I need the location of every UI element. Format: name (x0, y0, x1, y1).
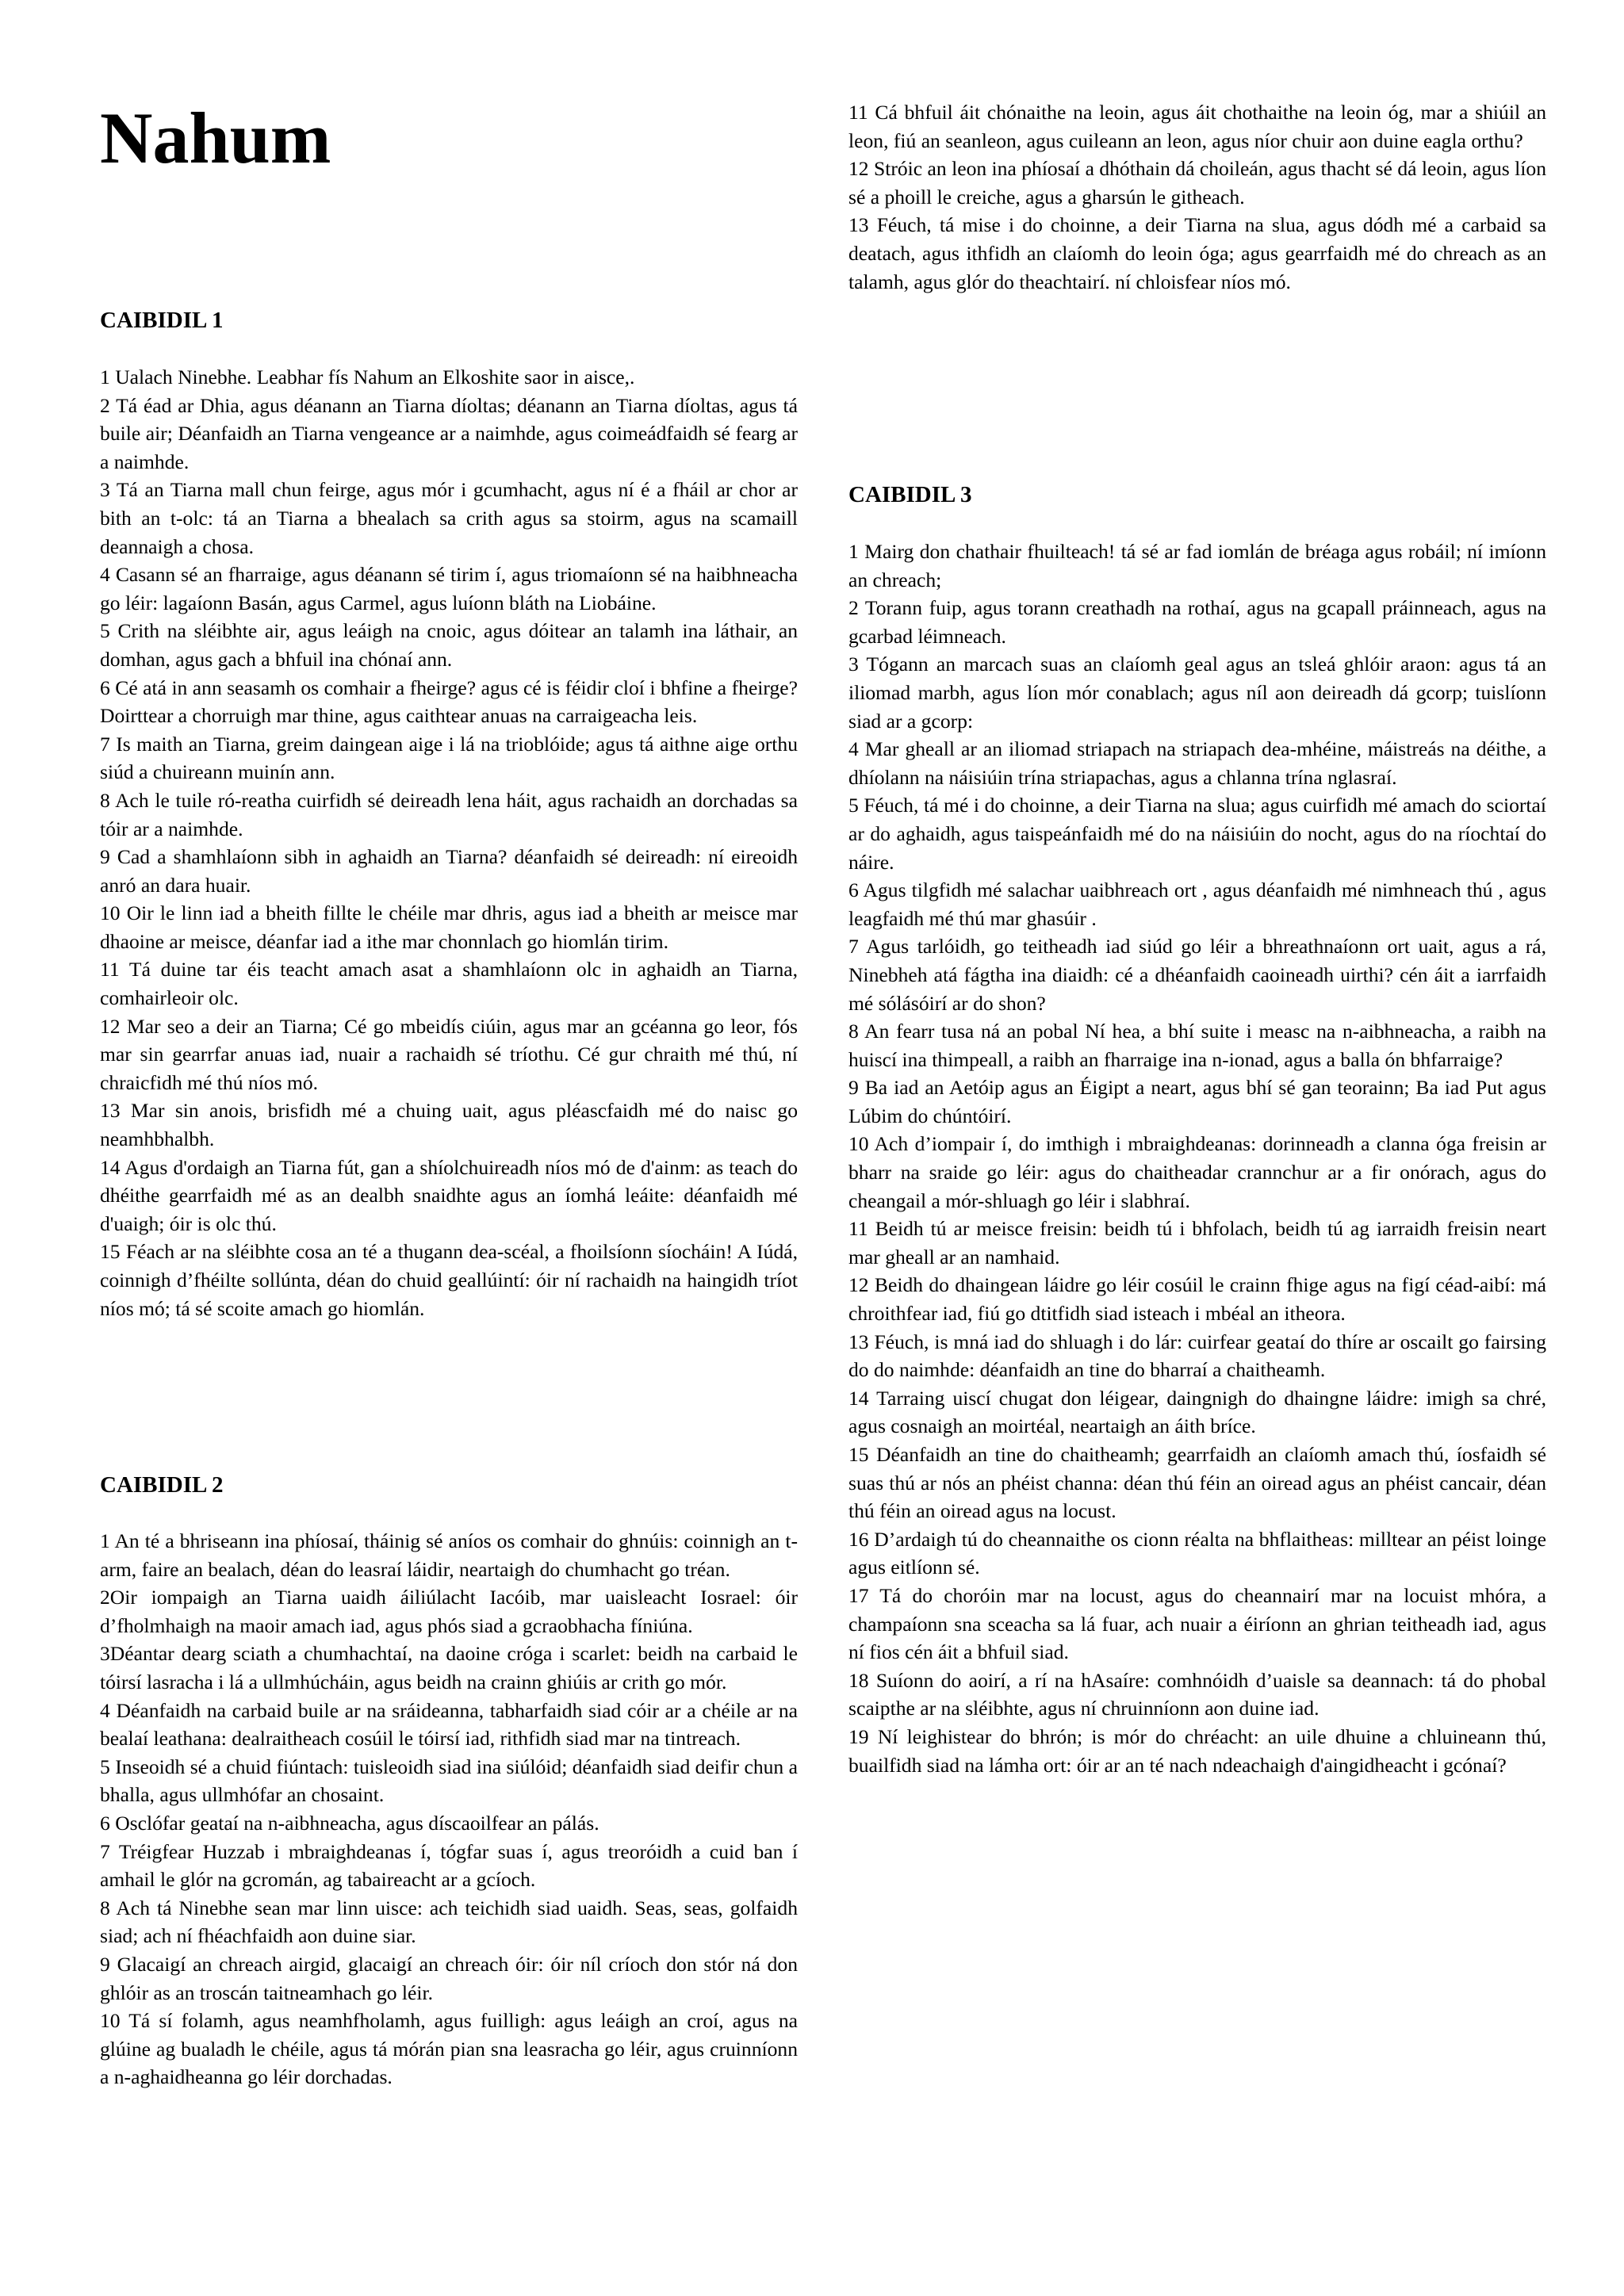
verse: 2 Tá éad ar Dhia, agus déanann an Tiarna díoltas; déanann an Tiarna díoltas, agus tá buile air; Déanfaidh an Tiarna vengeance ar a naimhde, agus coimeádfaidh sé fearg ar a naimhde. (100, 393, 798, 473)
verse: 11 Beidh tú ar meisce freisin: beidh tú i bhfolach, beidh tú ag iarraidh freisin neart mar gheall ar an namhaid. (848, 1217, 1546, 1269)
verse: 11 Cá bhfuil áit chónaithe na leoin, agus áit chothaithe na leoin óg, mar a shiúil an leon, fiú an seanleon, agus cuileann an leon, agus níor chuir aon duine eagla orthu? (848, 101, 1546, 152)
verse: 2Oir iompaigh an Tiarna uaidh áiliúlacht Iacóib, mar uaisleacht Iosrael: óir d’fholmhaigh na maoir amach iad, agus phós siad a gcraobhacha fíniúna. (100, 1586, 798, 1637)
verse: 4 Déanfaidh na carbaid buile ar na sráideanna, tabharfaidh siad cóir ar a chéile ar na bealaí leathana: dealraitheach cosúil le tóirsí iad, rithfidh siad mar na tintreach. (100, 1698, 798, 1751)
verse: 4 Mar gheall ar an iliomad striapach na striapach dea-mhéine, máistreás na déithe, a dhíolann na náisiúin trína striapachas, agus a chlanna trína nglasraí. (848, 737, 1546, 789)
verse: 19 Ní leighistear do bhrón; is mór do chréacht: an uile dhuine a chluineann thú, buailfidh siad na lámha ort: óir ar an té nach ndeachaigh d'aingidheacht i gcónaí? (848, 1724, 1546, 1777)
verse: 1 Mairg don chathair fhuilteach! tá sé ar fad iomlán de bréaga agus robáil; ní imíonn an chreach; (848, 540, 1546, 591)
verse: 12 Mar seo a deir an Tiarna; Cé go mbeidís ciúin, agus mar an gcéanna go leor, fós mar sin gearrfar anuas iad, nuair a rachaidh sé tríothu. Cé gur chraith mé thú, ní chraicfidh mé thú níos mó. (100, 1014, 798, 1094)
verse: 13 Féuch, is mná iad do shluagh i do lár: cuirfear geataí do thíre ar oscailt go fairsing do do naimhde: déanfaidh an tine do bharraí a chaitheamh. (848, 1330, 1546, 1382)
verse: 12 Stróic an leon ina phíosaí a dhóthain dá choileán, agus thacht sé dá leoin, agus líon sé a phoill le creiche, agus a gharsún le githeach. (848, 157, 1546, 209)
verse: 1 Ualach Ninebhe. Leabhar fís Nahum an Elkoshite saor in aisce,. (100, 365, 635, 388)
verse: 14 Agus d'ordaigh an Tiarna fút, gan a shíolchuireadh níos mó de d'ainm: as teach do dhéithe gearrfaidh mé as an dealbh snaidhte agus an íomhá leáite: déanfaidh mé d'uaigh; óir is olc thú. (100, 1155, 798, 1235)
verse: 9 Glacaigí an chreach airgid, glacaigí an chreach óir: óir níl críoch don stór ná don ghlóir as an troscán taitneamhach go léir. (100, 1952, 798, 2004)
verse: 10 Ach d’iompair í, do imthigh i mbraighdeanas: dorinneadh a clanna óga freisin ar bharr na sraide go léir: agus do chaitheadar crannchur ar a fir onórach, agus do cheangail a mór-shluagh go léir i slabhraí. (848, 1132, 1546, 1212)
verse: 8 Ach le tuile ró-reatha cuirfidh sé deireadh lena háit, agus rachaidh an dorchadas sa tóir ar a naimhde. (100, 788, 798, 840)
verse: 5 Féuch, tá mé i do choinne, a deir Tiarna na slua; agus cuirfidh mé amach do sciortaí ar do aghaidh, agus taispeánfaidh mé do na náisiúin do nocht, agus do na ríochtaí do náire. (848, 794, 1546, 874)
chapter-3-verses (848, 538, 1546, 1779)
verse: 15 Féach ar na sléibhte cosa an té a thugann dea-scéal, a fhoilsíonn síocháin! A Iúdá, coinnigh d’fhéilte sollúnta, déan do chuid geallúintí: óir ní rachaidh na haingidh tríot níos mó; tá sé scoite amach go hiomlán. (100, 1240, 798, 1320)
verse: 4 Casann sé an fharraige, agus déanann sé tirim í, agus triomaíonn sé na haibhneacha go léir: lagaíonn Basán, agus Carmel, agus luíonn bláth na Liobáine. (100, 563, 798, 614)
verse: 11 Tá duine tar éis teacht amach asat a shamhlaíonn olc in aghaidh an Tiarna, comhairleoir olc. (100, 958, 798, 1010)
verse: 2 Torann fuip, agus torann creathadh na rothaí, agus na gcapall práinneach, agus na gcarbad léimneach. (848, 596, 1546, 648)
chapter-2-verses-continued (848, 98, 1546, 296)
verse: 5 Inseoidh sé a chuid fiúntach: tuisleoidh siad ina siúlóid; déanfaidh siad deifir chun a bhalla, agus ullmhófar an chosaint. (100, 1755, 798, 1807)
verse: 18 Suíonn do aoirí, a rí na hAsaíre: comhnóidh d’uaisle sa deannach: tá do phobal scaipthe ar na sléibhte, agus ní chruinníonn aon duine iad. (848, 1668, 1546, 1720)
verse: 13 Mar sin anois, brisfidh mé a chuing uait, agus pléascfaidh mé do naisc go neamhbhalbh. (100, 1099, 798, 1151)
verse: 10 Oir le linn iad a bheith fillte le chéile mar dhris, agus iad a bheith ar meisce mar dhaoine ar meisce, déanfar iad a ithe mar chonnlach go hiomlán tirim. (100, 901, 798, 953)
verse: 7 Is maith an Tiarna, greim daingean aige i lá na trioblóide; agus tá aithne aige orthu siúd a chuireann muinín ann. (100, 732, 798, 784)
verse: 8 Ach tá Ninebhe sean mar linn uisce: ach teichidh siad uaidh. Seas, seas, golfaidh siad; ach ní fhéachfaidh aon duine siar. (100, 1896, 798, 1948)
chapter-1-verses (100, 363, 798, 1322)
verse: 7 Agus tarlóidh, go teitheadh iad siúd go léir a bhreathnaíonn ort uait, agus a rá, Ninebheh atá fágtha ina diaidh: cé a dhéanfaidh caoineadh uirthi? cén áit a iarrfaidh mé sólásóirí ar do shon? (848, 935, 1546, 1015)
verse: 7 Tréigfear Huzzab i mbraighdeanas í, tógfar suas í, agus treoróidh a cuid ban í amhail le glór na gcromán, ag tabaireacht ar a gcíoch. (100, 1839, 798, 1892)
verse: 9 Cad a shamhlaíonn sibh in aghaidh an Tiarna? déanfaidh sé deireadh: ní eireoidh anró an dara huair. (100, 845, 798, 897)
verse: 6 Cé atá in ann seasamh os comhair a fheirge? agus cé is féidir cloí i bhfine a fheirge? Doirttear a chorruigh mar thine, agus caithtear anuas na carraigeacha leis. (100, 675, 798, 728)
verse: 1 An té a bhriseann ina phíosaí, tháinig sé aníos os comhair do ghnúis: coinnigh an t-arm, faire an bealach, déan do leasraí láidir, neartaigh do chumhacht go tréan. (100, 1529, 798, 1581)
verse: 3Déantar dearg sciath a chumhachtaí, na daoine cróga i scarlet: beidh na carbaid le tóirsí lasracha i lá a ullmhúcháin, agus beidh na crainn ghiúis ar crith go mór. (100, 1642, 798, 1693)
verse: 10 Tá sí folamh, agus neamhfholamh, agus fuilligh: agus leáigh an croí, agus na glúine ag bualadh le chéile, agus tá mórán pian sna leasracha go léir, agus cruinníonn a n-aghaidheanna go léir dorchadas. (100, 2009, 798, 2089)
verse: 13 Féuch, tá mise i do choinne, a deir Tiarna na slua, agus dódh mé a carbaid sa deatach, agus ithfidh an claíomh do leoin óga; agus gearrfaidh mé do chreach as an talamh, agus glór do theachtairí. ní chloisfear níos mó. (848, 213, 1546, 293)
verse: 6 Osclófar geataí na n-aibhneacha, agus díscaoilfear an pálás. (100, 1811, 599, 1835)
verse: 16 D’ardaigh tú do cheannaithe os cionn réalta na bhflaitheas: milltear an péist loinge agus eitlíonn sé. (848, 1527, 1546, 1579)
chapter-3-heading: CAIBIDIL 3 (848, 482, 972, 507)
verse: 8 An fearr tusa ná an pobal Ní hea, a bhí suite i measc na n-aibhneacha, a raibh na huiscí ina thimpeall, a raibh an fharraige ina n-ionad, agus a balla ón bhfarraige? (848, 1020, 1546, 1071)
book-title: Nahum (100, 98, 331, 178)
verse: 3 Tá an Tiarna mall chun feirge, agus mór i gcumhacht, agus ní é a fháil ar chor ar bith an t-olc: tá an Tiarna a bhealach sa crith agus sa stoirm, agus na scamaill deannaigh a chosa. (100, 478, 798, 558)
verse: 14 Tarraing uiscí chugat don léigear, daingnigh do dhaingne láidre: imigh sa chré, agus cosnaigh an moirtéal, neartaigh an áith bríce. (848, 1386, 1546, 1438)
verse: 12 Beidh do dhaingean láidre go léir cosúil le crainn fhige agus na figí céad-aibí: má chroithfear iad, fiú go dtitfidh siad isteach i mbéal an itheora. (848, 1273, 1546, 1326)
verse: 5 Crith na sléibhte air, agus leáigh na cnoic, agus dóitear an talamh ina láthair, an domhan, agus gach a bhfuil ina chónaí ann. (100, 619, 798, 671)
verse: 15 Déanfaidh an tine do chaitheamh; gearrfaidh an claíomh amach thú, íosfaidh sé suas thú ar nós an phéist channa: déan thú féin an oiread agus an phéist cancair, déan thú féin an oiread agus na locust. (848, 1443, 1546, 1523)
verse: 17 Tá do choróin mar na locust, agus do cheannairí mar na locuist mhóra, a champaíonn sna sceacha sa lá fuar, ach nuair a éiríonn an ghrian teitheadh iad, agus ní fios cén áit a bhfuil siad. (848, 1583, 1546, 1664)
verse: 9 Ba iad an Aetóip agus an Éigipt a neart, agus bhí sé gan teorainn; Ba iad Put agus Lúbim do chúntóirí. (848, 1076, 1546, 1127)
verse: 6 Agus tilgfidh mé salachar uaibhreach ort , agus déanfaidh mé nimhneach thú , agus leagfaidh mé thú mar ghasúir . (848, 878, 1546, 930)
chapter-2-verses (100, 1527, 798, 2091)
chapter-1-heading: CAIBIDIL 1 (100, 308, 224, 333)
chapter-2-heading: CAIBIDIL 2 (100, 1472, 224, 1498)
verse: 3 Tógann an marcach suas an claíomh geal agus an tsleá ghlóir araon: agus tá an iliomad marbh, agus líon mór conablach; agus níl aon deireadh dá gcorp; tuislíonn siad ar a gcorp: (848, 652, 1546, 733)
